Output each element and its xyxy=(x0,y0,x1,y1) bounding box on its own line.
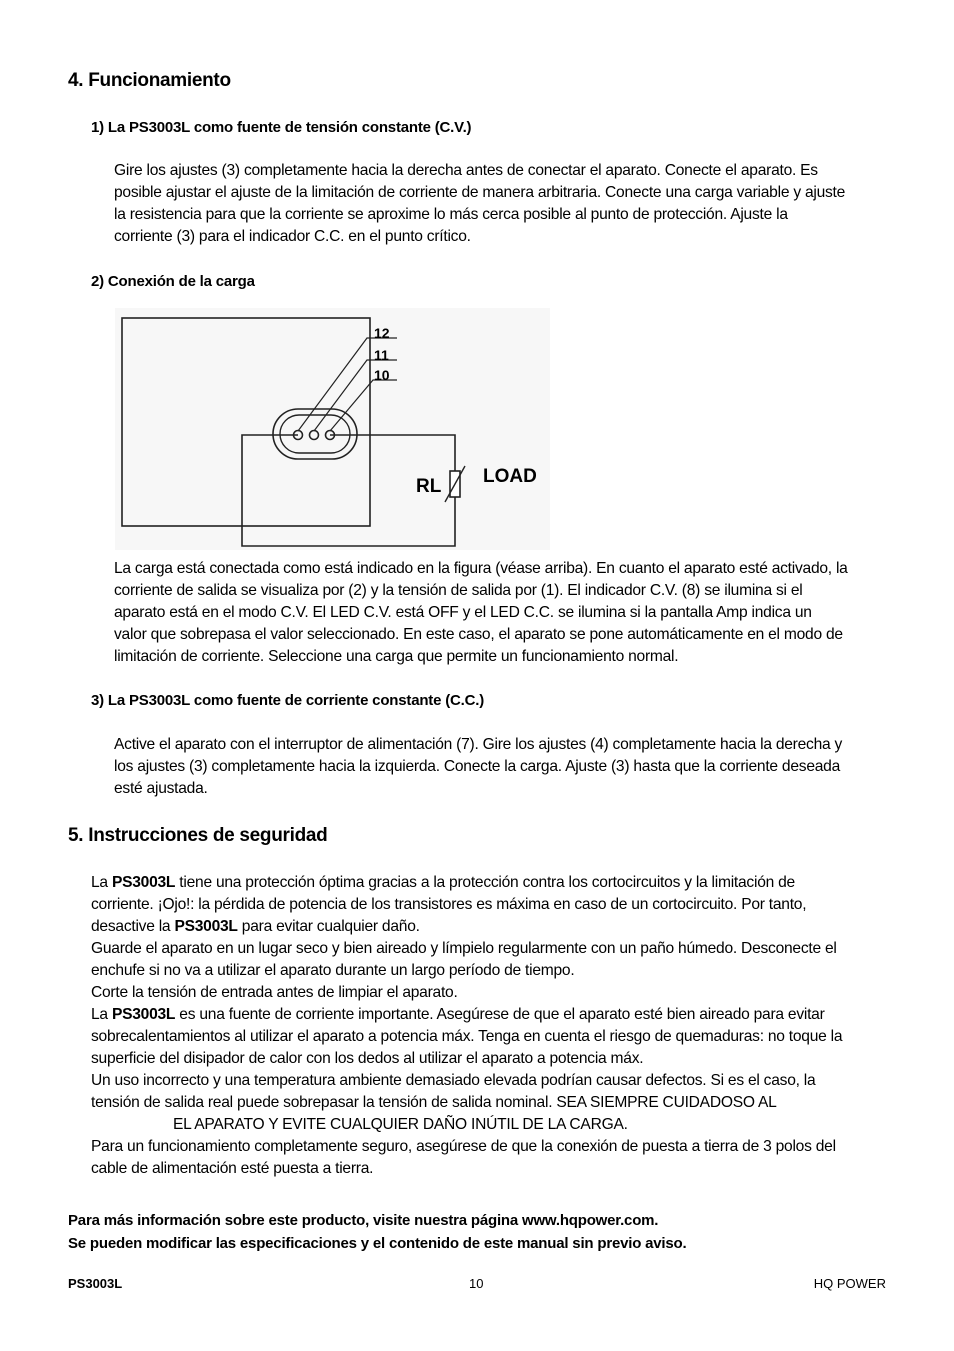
paragraph-line: la resistencia para que la corriente se aproxime lo más cerca posible al punto de protección. Ajuste la xyxy=(114,206,788,223)
label-11: 11 xyxy=(374,347,389,363)
subsection-3-paragraph xyxy=(114,734,842,800)
paragraph-line: enchufe si no va a utilizar el aparato durante un largo período de tiempo. xyxy=(91,962,575,979)
paragraph-line: Para un funcionamiento completamente seguro, asegúrese de que la conexión de puesta a tierra de 3 polos del xyxy=(91,1138,836,1155)
load-connection-diagram xyxy=(115,308,550,550)
paragraph-line: Gire los ajustes (3) completamente hacia la derecha antes de conectar el aparato. Conecte el aparato. Es xyxy=(114,162,818,179)
paragraph-line: posible ajustar el ajuste de la limitación de corriente de manera arbitraria. Conecte una carga variable y ajuste xyxy=(114,184,846,201)
subsection-2-paragraph xyxy=(114,558,848,668)
subsection-3-title: 3) La PS3003L como fuente de corriente constante (C.C.) xyxy=(91,692,484,709)
footer-model: PS3003L xyxy=(68,1276,123,1291)
terminal-block-inner xyxy=(280,415,350,453)
label-load: LOAD xyxy=(483,466,537,487)
paragraph-line: Corte la tensión de entrada antes de limpiar el aparato. xyxy=(91,984,458,1001)
subsection-1-title: 1) La PS3003L como fuente de tensión constante (C.V.) xyxy=(91,119,472,136)
paragraph-line: los ajustes (3) completamente hacia la izquierda. Conecte la carga. Ajuste (3) hasta que la corriente deseada xyxy=(114,758,841,775)
paragraph-line: Active el aparato con el interruptor de alimentación (7). Gire los ajustes (4) completamente hacia la derecha y xyxy=(114,736,843,753)
paragraph-line: cable de alimentación esté puesta a tierra. xyxy=(91,1160,374,1177)
device-panel-outline xyxy=(122,318,370,526)
paragraph-line: limitación de corriente. Seleccione una carga que permite un funcionamiento normal. xyxy=(114,648,679,665)
footer-brand: HQ POWER xyxy=(813,1276,886,1291)
section-5-heading: 5. Instrucciones de seguridad xyxy=(68,825,328,846)
paragraph-line: valor que sobrepasa el valor seleccionado. En este caso, el aparato se pone automáticamente en el modo de xyxy=(114,626,843,643)
label-12: 12 xyxy=(374,325,390,341)
load-connection-figure xyxy=(115,308,550,550)
label-10: 10 xyxy=(374,367,390,383)
paragraph-line: tensión de salida real puede sobrepasar la tensión de salida nominal. SEA SIEMPRE CUIDADOSO AL xyxy=(91,1094,777,1111)
paragraph-line: esté ajustada. xyxy=(114,780,208,797)
subsection-2-title: 2) Conexión de la carga xyxy=(91,273,255,290)
paragraph-line: aparato está en el modo C.V. El LED C.V. está OFF y el LED C.C. se ilumina si la pantalla Amp indica un xyxy=(114,604,812,621)
paragraph-line: EL APARATO Y EVITE CUALQUIER DAÑO INÚTIL DE LA CARGA. xyxy=(173,1116,628,1133)
paragraph-line: La PS3003L tiene una protección óptima gracias a la protección contra los cortocircuitos y la limitación de xyxy=(91,874,795,891)
model-name: PS3003L xyxy=(174,918,238,935)
safety-instructions xyxy=(91,872,842,1180)
model-name: PS3003L xyxy=(111,874,176,891)
closing-line-disclaimer: Se pueden modificar las especificaciones y el contenido de este manual sin previo aviso. xyxy=(68,1235,687,1252)
closing-notes xyxy=(68,1209,686,1255)
paragraph-line: corriente de salida se visualiza por (2) y la tensión de salida por (1). El indicador C.V. (8) se ilumina si el xyxy=(114,582,803,599)
paragraph-line: sobrecalentamientos al utilizar el aparato a potencia máx. Tenga en cuenta el riesgo de quemaduras: no toque la xyxy=(91,1028,843,1045)
paragraph-line: Guarde el aparato en un lugar seco y bien aireado y límpielo regularmente con un paño húmedo. Desconecte el xyxy=(91,940,837,957)
subsection-1-paragraph xyxy=(114,160,845,248)
footer-page-number: 10 xyxy=(469,1276,484,1291)
paragraph-line: corriente. ¡Ojo!: la pérdida de potencia de los transistores es máxima en caso de un cortocircuito. Por tanto, xyxy=(91,896,807,913)
paragraph-line: desactive la PS3003L para evitar cualquier daño. xyxy=(91,918,420,935)
paragraph-line: corriente (3) para el indicador C.C. en el punto crítico. xyxy=(114,228,471,245)
paragraph-line: La PS3003L es una fuente de corriente importante. Asegúrese de que el aparato esté bien aireado para evitar xyxy=(91,1006,825,1023)
label-rl: RL xyxy=(416,476,442,497)
paragraph-line: Un uso incorrecto y una temperatura ambiente demasiado elevada podrían causar defectos. Si es el caso, la xyxy=(91,1072,816,1089)
terminal-block-outer xyxy=(273,409,357,459)
paragraph-line: La carga está conectada como está indicado en la figura (véase arriba). En cuanto el aparato esté activado, la xyxy=(114,560,848,577)
model-name: PS3003L xyxy=(111,1006,176,1023)
paragraph-line: superficie del disipador de calor con los dedos al utilizar el aparato a potencia máx. xyxy=(91,1050,644,1067)
terminal-11 xyxy=(310,431,319,440)
closing-line-website: Para más información sobre este producto, visite nuestra página www.hqpower.com. xyxy=(68,1212,659,1229)
leader-line-10 xyxy=(330,380,397,431)
section-4-heading: 4. Funcionamiento xyxy=(68,70,231,91)
